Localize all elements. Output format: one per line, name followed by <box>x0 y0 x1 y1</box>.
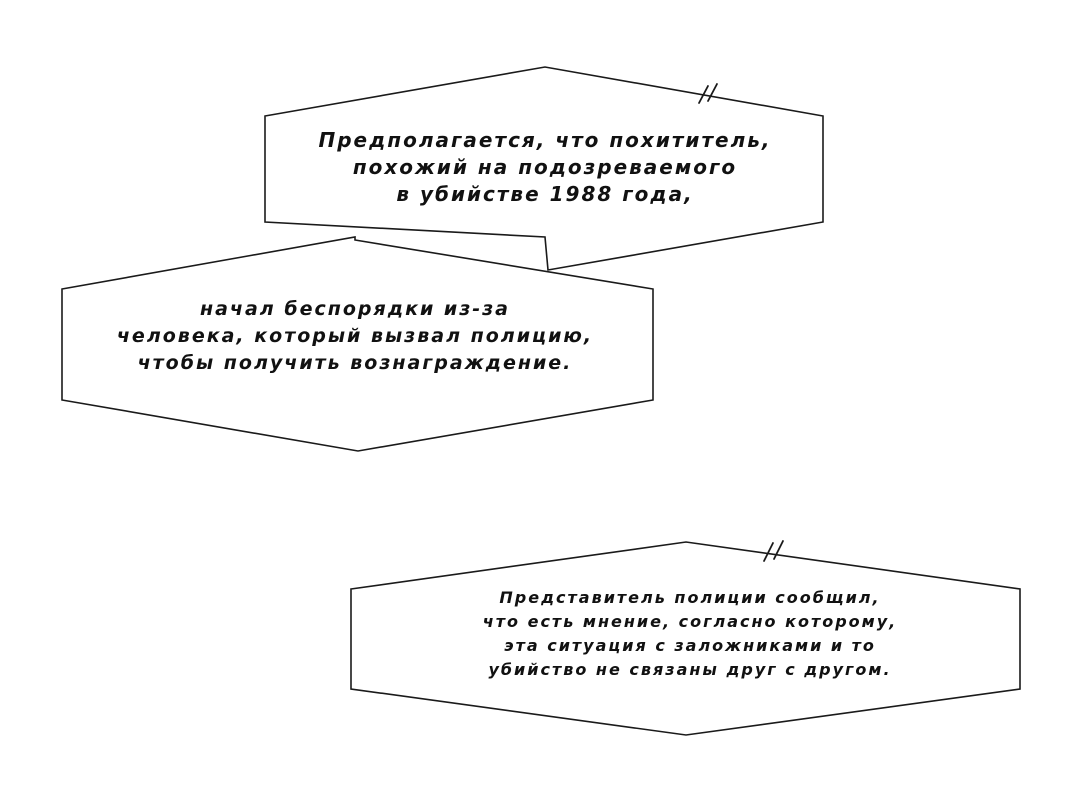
speech-bubble-3-text <box>420 590 960 686</box>
bubble-1-line-2: похожий на подозреваемого <box>352 155 738 179</box>
bubble-1-line-1: Предполагается, что похититель, <box>318 128 772 152</box>
speech-bubble-1-text <box>300 130 790 211</box>
bubble-3-line-4: убийство не связаны друг с другом. <box>488 660 892 679</box>
bubble-2-line-1: начал беспорядки из-за <box>199 298 510 320</box>
bubble-2-line-2: человека, который вызвал полицию, <box>116 325 594 347</box>
bubble-3-line-1: Представитель полиции сообщил, <box>499 588 881 607</box>
speech-bubble-2-text <box>80 300 630 381</box>
bubble-3-line-3: эта ситуация с заложниками и то <box>504 636 876 655</box>
bubble-3-line-2: что есть мнение, согласно которому, <box>482 612 898 631</box>
bubble-1-line-3: в убийстве 1988 года, <box>396 182 694 206</box>
bubble-2-line-3: чтобы получить вознаграждение. <box>137 352 573 374</box>
